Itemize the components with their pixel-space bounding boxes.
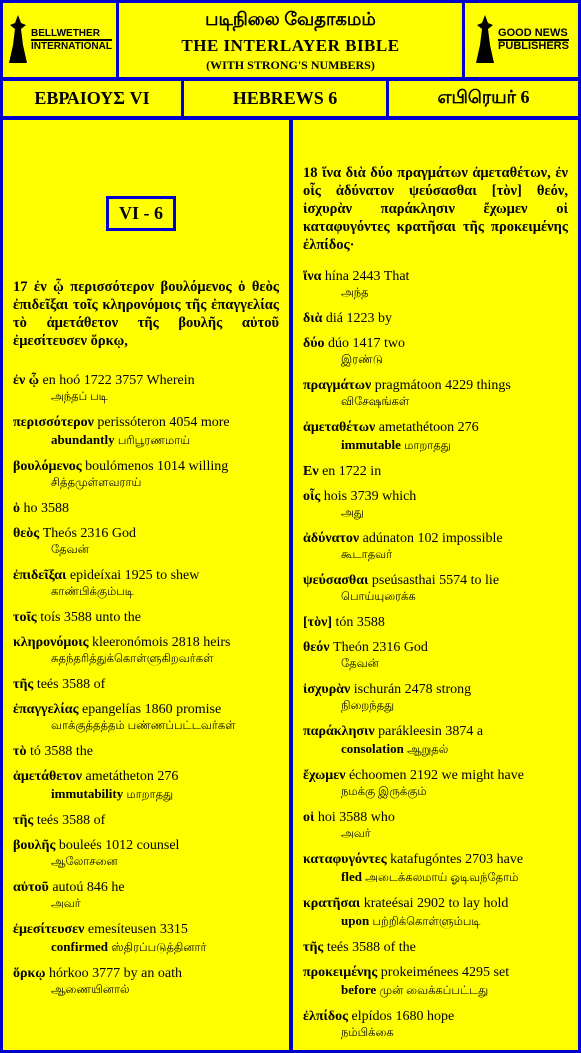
greek-word: ἐλπίδος bbox=[303, 1009, 349, 1024]
word-entry bbox=[13, 921, 279, 957]
translit-strong: epangelías 1860 promise bbox=[81, 702, 222, 717]
word-entry bbox=[303, 614, 568, 631]
translit-strong: échoomen 2192 we might have bbox=[348, 768, 524, 783]
bellwether-logo bbox=[3, 3, 116, 77]
tamil-gloss: ஆறுதல் bbox=[407, 744, 449, 756]
translit-strong: Theós 2316 God bbox=[42, 526, 137, 541]
tamil-gloss: அந்தப் படி bbox=[51, 391, 108, 403]
tamil-gloss: இரண்டு bbox=[341, 354, 384, 366]
word-entry bbox=[13, 965, 279, 999]
book-greek: ΕΒΡΑΙΟΥΣ VI bbox=[3, 81, 181, 116]
english-gloss: consolation bbox=[341, 741, 404, 756]
greek-word: ἐπαγγελίας bbox=[13, 702, 79, 717]
tamil-gloss: அவர் bbox=[51, 898, 81, 910]
tamil-gloss: சித்தமுள்ளவராய் bbox=[51, 477, 142, 489]
english-gloss: confirmed bbox=[51, 939, 109, 954]
greek-word: [τὸν] bbox=[303, 615, 333, 630]
translit-strong: ischurán 2478 strong bbox=[353, 682, 472, 697]
greek-word: αὐτοῦ bbox=[13, 880, 49, 895]
word-entry bbox=[13, 609, 279, 626]
greek-word: προκειμένης bbox=[303, 965, 378, 980]
translit-strong: ho 3588 bbox=[23, 501, 69, 516]
right-column bbox=[293, 120, 578, 1050]
translit-strong: katafugóntes 2703 have bbox=[390, 852, 524, 867]
greek-word: Εν bbox=[303, 464, 319, 479]
word-entry bbox=[303, 572, 568, 606]
word-entry bbox=[303, 268, 568, 302]
good-news-logo bbox=[465, 3, 578, 77]
greek-word: ἀμεταθέτων bbox=[303, 420, 376, 435]
word-entry bbox=[303, 1008, 568, 1042]
tamil-gloss: வாக்குத்தத்தம் பண்ணப்பட்டவர்கள் bbox=[51, 720, 236, 732]
translit-strong: teés 3588 of the bbox=[326, 940, 416, 955]
word-entry bbox=[13, 837, 279, 871]
greek-word: θεόν bbox=[303, 640, 330, 655]
tamil-gloss: அது bbox=[341, 507, 364, 519]
translit-strong: kleeronómois 2818 heirs bbox=[92, 635, 231, 650]
tamil-gloss: சுதந்தரித்துக்கொள்ளுகிறவர்கள் bbox=[51, 653, 214, 665]
tamil-gloss: பொய்யுரைக்க bbox=[341, 591, 416, 603]
translit-strong: Theón 2316 God bbox=[333, 640, 428, 655]
book-english: HEBREWS 6 bbox=[184, 81, 386, 116]
word-entry bbox=[13, 414, 279, 450]
word-entry bbox=[303, 463, 568, 480]
word-entry bbox=[13, 525, 279, 559]
translit-strong: bouleés 1012 counsel bbox=[58, 838, 180, 853]
tamil-gloss: ஸ்திரப்படுத்தினார் bbox=[111, 942, 207, 954]
translit-strong: hórkoo 3777 by an oath bbox=[49, 966, 182, 981]
tamil-gloss: மாறாதது bbox=[126, 789, 174, 801]
greek-word: βουλόμενος bbox=[13, 459, 82, 474]
word-entry bbox=[303, 939, 568, 956]
translit-strong: boulómenos 1014 willing bbox=[85, 459, 229, 474]
tamil-gloss: அவர் bbox=[341, 828, 371, 840]
greek-word: πραγμάτων bbox=[303, 378, 372, 393]
greek-word: βουλῆς bbox=[13, 838, 56, 853]
word-entry bbox=[303, 809, 568, 843]
translit-strong: perissóteron 4054 more bbox=[97, 415, 230, 430]
word-entry bbox=[303, 964, 568, 1000]
greek-word: τοῖς bbox=[13, 610, 37, 625]
word-entry bbox=[13, 458, 279, 492]
word-entry bbox=[13, 567, 279, 601]
tamil-gloss: முன் வைக்கப்பட்டது bbox=[379, 985, 489, 997]
greek-word: ἀμετάθετον bbox=[13, 769, 82, 784]
translit-strong: hois 3739 which bbox=[323, 489, 417, 504]
word-entry bbox=[303, 335, 568, 369]
english-gloss: fled bbox=[341, 869, 362, 884]
english-gloss: upon bbox=[341, 913, 370, 928]
title-tamil: படிநிலை வேதாகமம் bbox=[205, 9, 376, 29]
translit-strong: ametathétoon 276 bbox=[378, 420, 479, 435]
verse-18-text: 18 ἵνα διὰ δύο πραγμάτων ἀμεταθέτων, ἐν οἷς ἀδύνατον ψεύσασθαι [τὸν] θεόν, ἰσχυρὰν παράκλησιν ἔχωμεν οἱ καταφυγόντες κρατῆσαι τῆς προκειμένης ἐλπίδος· bbox=[303, 165, 568, 253]
translit-strong: ametátheton 276 bbox=[85, 769, 179, 784]
tamil-gloss: ஆணையினால் bbox=[51, 984, 130, 996]
greek-word: ὁ bbox=[13, 501, 20, 516]
tamil-gloss: காண்பிக்கும்படி bbox=[51, 586, 134, 598]
word-entry bbox=[13, 701, 279, 735]
word-entry bbox=[303, 419, 568, 455]
greek-word: ἐμεσίτευσεν bbox=[13, 922, 85, 937]
greek-word: κληρονόμοις bbox=[13, 635, 89, 650]
greek-word: τῆς bbox=[303, 940, 324, 955]
greek-word: δύο bbox=[303, 336, 325, 351]
greek-word: τῆς bbox=[13, 813, 34, 828]
greek-word: περισσότερον bbox=[13, 415, 94, 430]
tamil-gloss: விசேஷங்கள் bbox=[341, 396, 410, 408]
word-entry bbox=[303, 377, 568, 411]
left-logo-line2: INTERNATIONAL bbox=[31, 41, 112, 52]
translit-strong: teés 3588 of bbox=[36, 677, 106, 692]
greek-word: θεὸς bbox=[13, 526, 40, 541]
word-entry bbox=[13, 676, 279, 693]
left-logo-line1: BELLWETHER bbox=[31, 28, 112, 41]
word-entry bbox=[303, 639, 568, 673]
word-entry bbox=[303, 851, 568, 887]
word-entry bbox=[13, 634, 279, 668]
translit-strong: hoi 3588 who bbox=[317, 810, 395, 825]
translit-strong: en hoó 1722 3757 Wherein bbox=[42, 373, 195, 388]
title-sub: (WITH STRONG'S NUMBERS) bbox=[206, 58, 375, 72]
book-tamil: எபிரெயர் 6 bbox=[389, 81, 578, 116]
greek-word: διὰ bbox=[303, 311, 323, 326]
lamp-icon bbox=[7, 15, 29, 65]
word-entry bbox=[303, 767, 568, 801]
translit-strong: diá 1223 by bbox=[325, 311, 393, 326]
word-entry bbox=[13, 743, 279, 760]
right-word-list bbox=[303, 268, 568, 1042]
greek-word: παράκλησιν bbox=[303, 724, 375, 739]
tamil-gloss: ஆலோசனை bbox=[51, 856, 118, 868]
word-entry bbox=[303, 530, 568, 564]
translit-strong: emesíteusen 3315 bbox=[87, 922, 188, 937]
translit-strong: toís 3588 unto the bbox=[40, 610, 141, 625]
translit-strong: tó 3588 the bbox=[29, 744, 93, 759]
english-gloss: before bbox=[341, 982, 377, 997]
english-gloss: immutable bbox=[341, 437, 401, 452]
word-entry bbox=[303, 895, 568, 931]
tamil-gloss: நம்பிக்கை bbox=[341, 1027, 394, 1039]
translit-strong: parákleesin 3874 a bbox=[378, 724, 484, 739]
translit-strong: pragmátoon 4229 things bbox=[374, 378, 511, 393]
greek-word: ψεύσασθαι bbox=[303, 573, 369, 588]
word-entry bbox=[13, 768, 279, 804]
lamp-icon bbox=[474, 15, 496, 65]
word-entry bbox=[13, 372, 279, 406]
tamil-gloss: தேவன் bbox=[51, 544, 89, 556]
title-block bbox=[119, 3, 462, 77]
translit-strong: krateésai 2902 to lay hold bbox=[363, 896, 509, 911]
verse-17-text: 17 ἐν ᾧ περισσότερον βουλόμενος ὁ θεὸς ἐπιδεῖξαι τοῖς κληρονόμοις τῆς ἐπαγγελίας τὸ ἀμετάθετον τῆς βουλῆς αὐτοῦ ἐμεσίτευσεν ὅρκῳ, bbox=[13, 279, 279, 349]
greek-word: ἐν ᾧ bbox=[13, 373, 39, 388]
tamil-gloss: மாறாதது bbox=[404, 440, 451, 452]
tamil-gloss: நிறைந்தது bbox=[341, 700, 395, 712]
translit-strong: elpídos 1680 hope bbox=[351, 1009, 455, 1024]
right-logo-line1: GOOD NEWS bbox=[498, 27, 568, 39]
greek-word: ἵνα bbox=[303, 269, 322, 284]
right-logo-line2: PUBLISHERS bbox=[498, 40, 569, 52]
tamil-gloss: அடைக்கலமாய் ஓடிவந்தோம் bbox=[365, 872, 519, 884]
tamil-gloss: பற்றிக்கொள்ளும்படி bbox=[372, 916, 481, 928]
verse-label: VI - 6 bbox=[106, 196, 176, 231]
greek-word: τῆς bbox=[13, 677, 34, 692]
word-entry bbox=[303, 723, 568, 759]
translit-strong: pseúsasthai 5574 to lie bbox=[371, 573, 500, 588]
english-gloss: immutability bbox=[51, 786, 124, 801]
greek-word: οἱ bbox=[303, 810, 315, 825]
greek-word: τὸ bbox=[13, 744, 27, 759]
word-entry bbox=[303, 310, 568, 327]
english-gloss: abundantly bbox=[51, 432, 115, 447]
greek-word: ὅρκῳ bbox=[13, 966, 46, 981]
greek-word: ἐπιδεῖξαι bbox=[13, 568, 67, 583]
word-entry bbox=[303, 681, 568, 715]
translit-strong: epideíxai 1925 to shew bbox=[69, 568, 200, 583]
word-entry bbox=[303, 488, 568, 522]
left-column bbox=[3, 120, 289, 1050]
translit-strong: tón 3588 bbox=[335, 615, 385, 630]
tamil-gloss: நமக்கு இருக்கும் bbox=[341, 786, 427, 798]
tamil-gloss: தேவன் bbox=[341, 658, 379, 670]
left-word-list bbox=[13, 372, 279, 999]
tamil-gloss: கூடாதவர் bbox=[341, 549, 393, 561]
greek-word: καταφυγόντες bbox=[303, 852, 387, 867]
greek-word: ἀδύνατον bbox=[303, 531, 360, 546]
title-main: THE INTERLAYER BIBLE bbox=[181, 36, 400, 55]
tamil-gloss: பரிபூரணமாய் bbox=[117, 435, 191, 447]
translit-strong: prokeiménees 4295 set bbox=[380, 965, 510, 980]
translit-strong: dúo 1417 two bbox=[328, 336, 406, 351]
greek-word: ἰσχυρὰν bbox=[303, 682, 351, 697]
translit-strong: teés 3588 of bbox=[36, 813, 106, 828]
greek-word: οἷς bbox=[303, 489, 321, 504]
greek-word: ἔχωμεν bbox=[303, 768, 346, 783]
translit-strong: adúnaton 102 impossible bbox=[362, 531, 503, 546]
translit-strong: autoú 846 he bbox=[52, 880, 125, 895]
word-entry bbox=[13, 879, 279, 913]
translit-strong: hína 2443 That bbox=[324, 269, 410, 284]
greek-word: κρατῆσαι bbox=[303, 896, 361, 911]
word-entry bbox=[13, 812, 279, 829]
word-entry bbox=[13, 500, 279, 517]
tamil-gloss: அந்த bbox=[341, 287, 369, 299]
translit-strong: en 1722 in bbox=[322, 464, 382, 479]
